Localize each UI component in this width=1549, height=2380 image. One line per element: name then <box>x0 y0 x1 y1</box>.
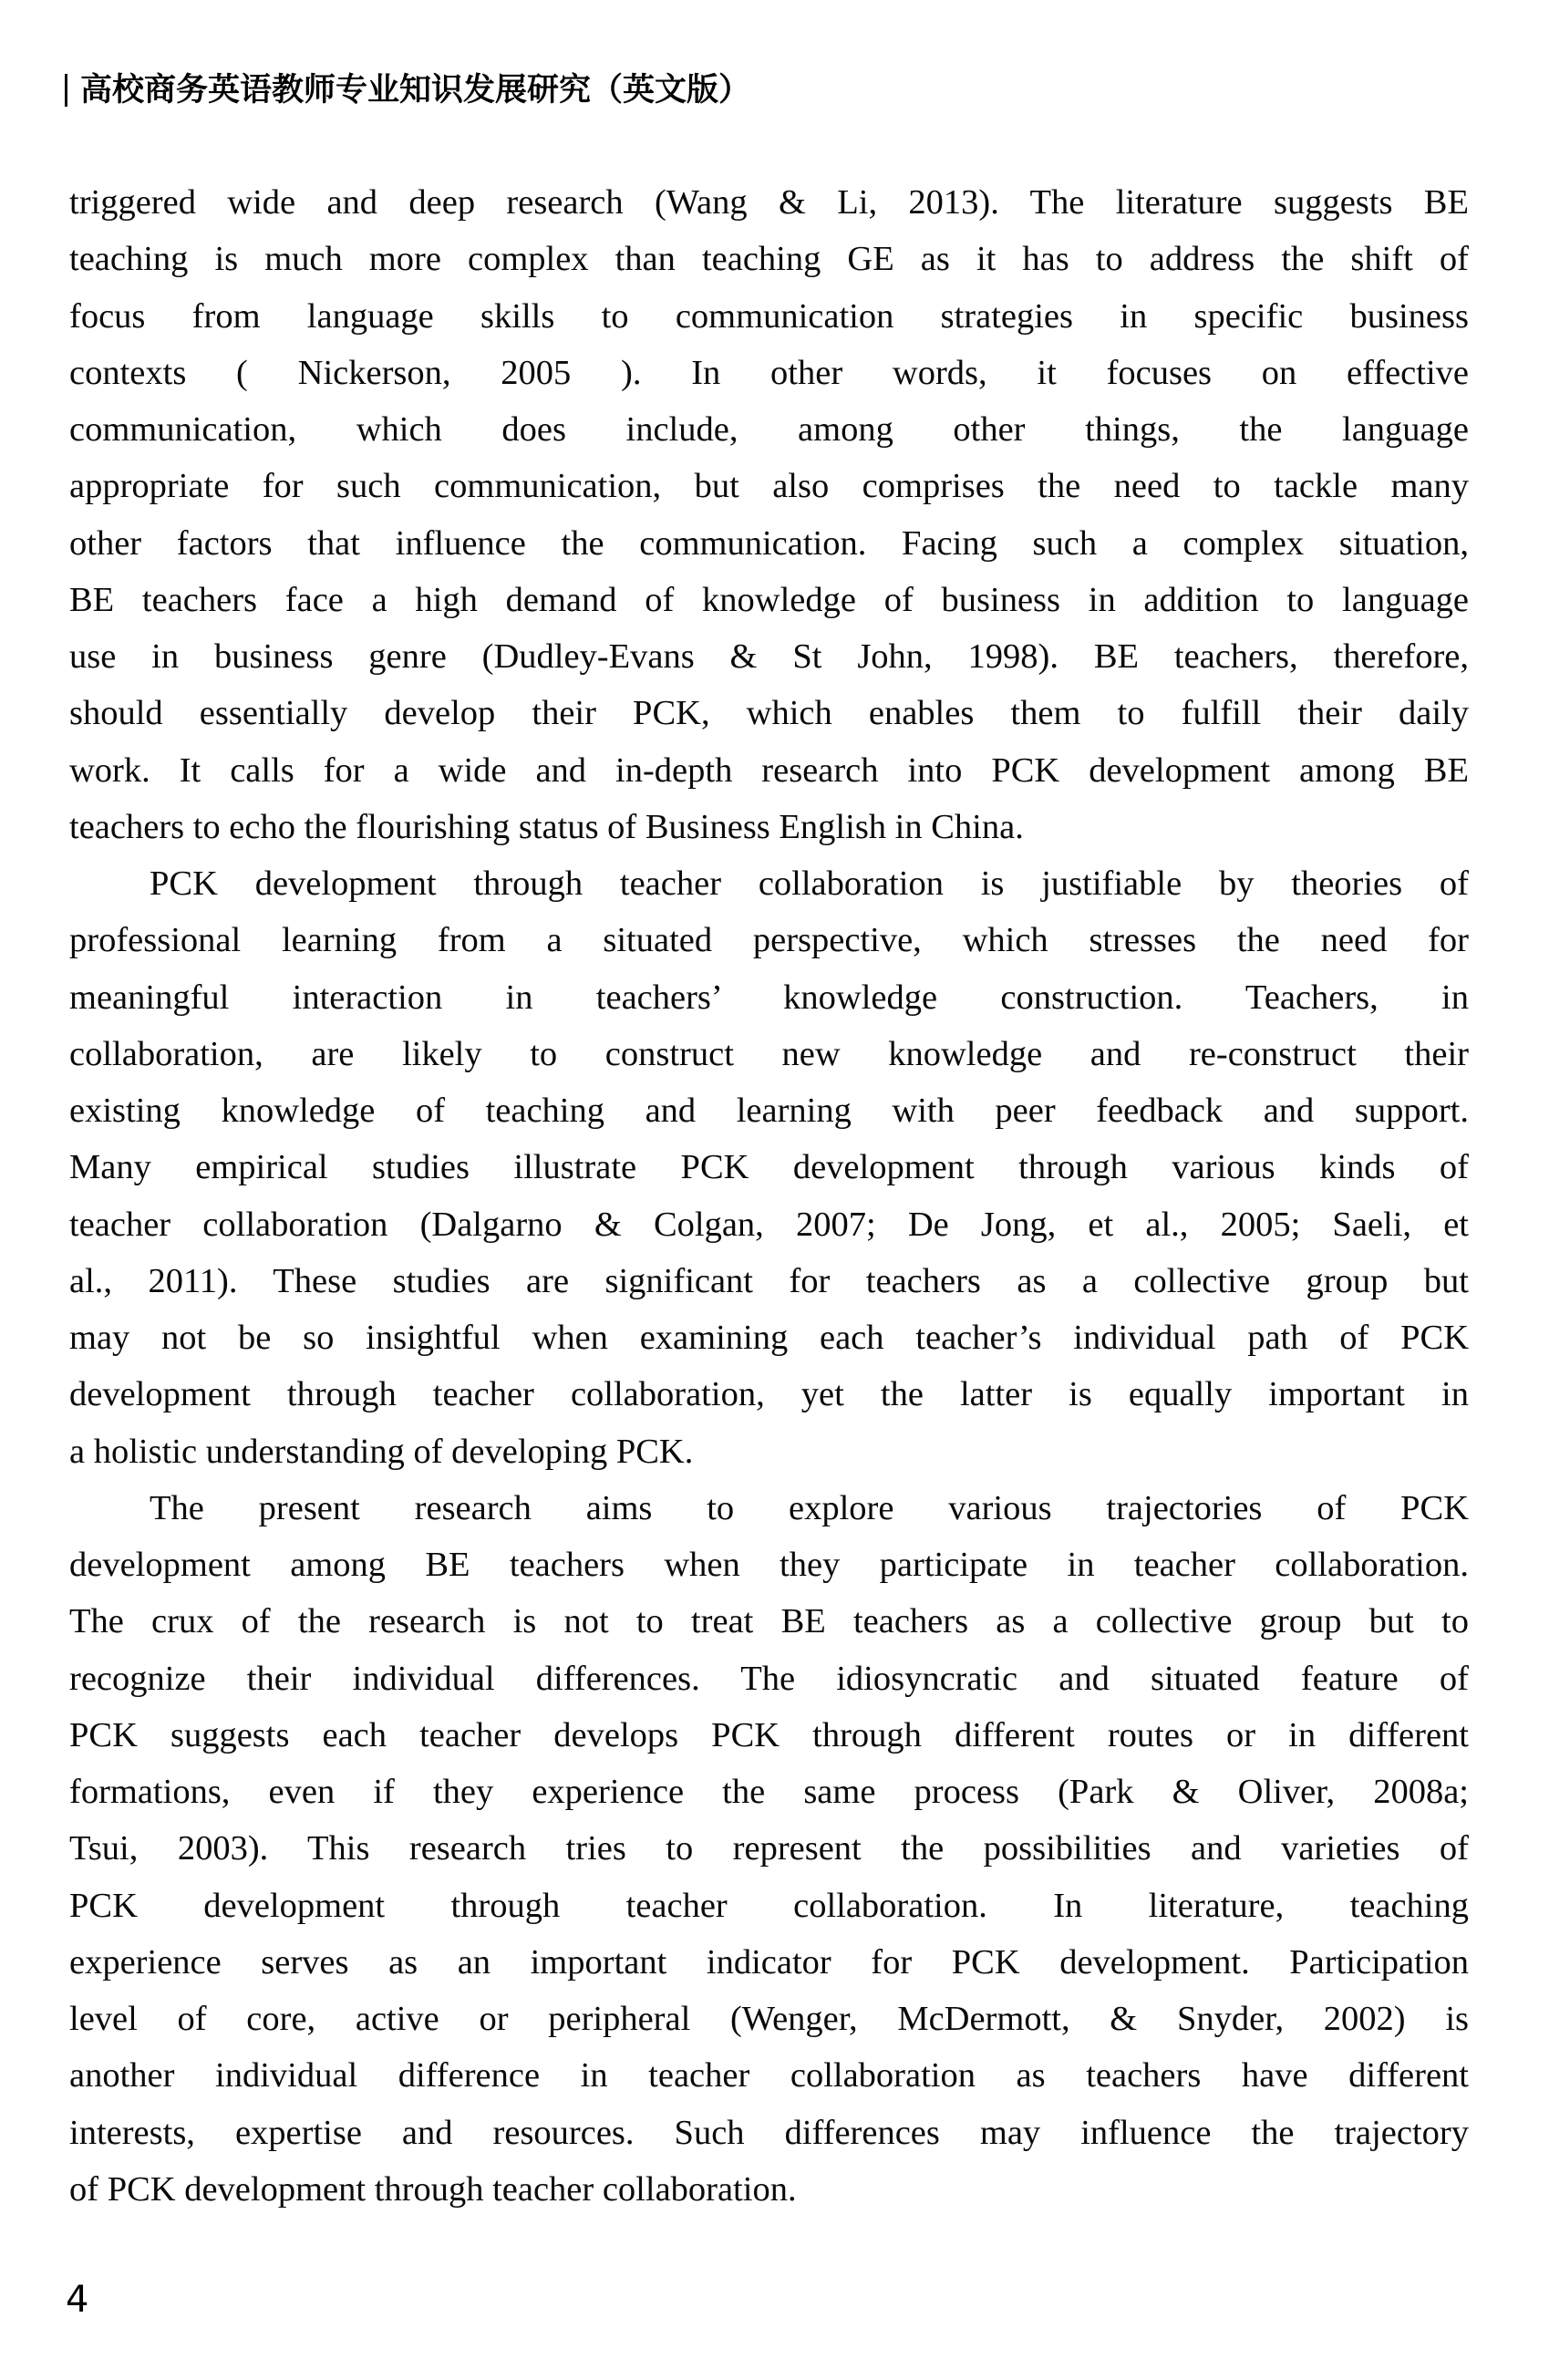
running-header <box>65 71 750 109</box>
text-line: appropriate for such communication, but also comprises the need to tackle many <box>69 467 1469 506</box>
text-line: PCK development through teacher collaboration is justifiable by theories of <box>150 864 1469 903</box>
text-line: focus from language skills to communication strategies in specific business <box>69 296 1469 336</box>
text-line: professional learning from a situated perspective, which stresses the need for <box>69 921 1469 960</box>
text-line: development through teacher collaboration, yet the latter is equally important in <box>69 1375 1469 1414</box>
text-line: Many empirical studies illustrate PCK development through various kinds of <box>69 1148 1469 1187</box>
book-title: 高校商务英语教师专业知识发展研究（英文版） <box>80 71 751 109</box>
text-line: teachers to echo the flourishing status of Business English in China. <box>69 807 1024 846</box>
text-line: communication, which does include, among other things, the language <box>69 410 1469 449</box>
text-line: formations, even if they experience the same process (Park & Oliver, 2008a; <box>69 1773 1469 1811</box>
text-line: another individual difference in teacher collaboration as teachers have different <box>69 2056 1469 2095</box>
text-line: The crux of the research is not to treat BE teachers as a collective group but to <box>69 1602 1469 1641</box>
page-number: 4 <box>66 2279 89 2321</box>
text-line: work. It calls for a wide and in-depth research into PCK development among BE <box>69 750 1469 790</box>
text-line: existing knowledge of teaching and learning with peer feedback and support. <box>69 1092 1469 1130</box>
text-line: teaching is much more complex than teaching GE as it has to address the shift of <box>69 240 1469 279</box>
text-line: of PCK development through teacher collaboration. <box>69 2169 797 2209</box>
text-line: level of core, active or peripheral (Wenger, McDermott, & Snyder, 2002) is <box>69 2000 1469 2038</box>
text-line: collaboration, are likely to construct new knowledge and re-construct their <box>69 1034 1469 1073</box>
text-line: a holistic understanding of developing PCK. <box>69 1432 694 1471</box>
text-line: contexts ( Nickerson, 2005 ). In other words, it focuses on effective <box>69 353 1469 392</box>
text-line: teacher collaboration (Dalgarno & Colgan, 2007; De Jong, et al., 2005; Saeli, et <box>69 1205 1469 1244</box>
body-text <box>69 174 1469 2218</box>
text-line: al., 2011). These studies are significant for teachers as a collective group but <box>69 1261 1469 1300</box>
text-line: recognize their individual differences. The idiosyncratic and situated feature of <box>69 1659 1469 1698</box>
text-line: may not be so insightful when examining each teacher’s individual path of PCK <box>69 1319 1469 1357</box>
text-line: PCK development through teacher collaboration. In literature, teaching <box>69 1886 1469 1925</box>
paragraph <box>69 174 1469 855</box>
text-line: interests, expertise and resources. Such differences may influence the trajectory <box>69 2113 1469 2152</box>
text-line: PCK suggests each teacher develops PCK through different routes or in different <box>69 1715 1469 1754</box>
paragraph <box>69 855 1469 1480</box>
paragraph <box>69 1480 1469 2218</box>
text-line: use in business genre (Dudley-Evans & St John, 1998). BE teachers, therefore, <box>69 637 1469 676</box>
text-line: BE teachers face a high demand of knowledge of business in addition to language <box>69 580 1469 619</box>
text-line: Tsui, 2003). This research tries to represent the possibilities and varieties of <box>69 1829 1469 1868</box>
text-line: development among BE teachers when they participate in teacher collaboration. <box>69 1546 1469 1584</box>
text-line: should essentially develop their PCK, which enables them to fulfill their daily <box>69 694 1469 733</box>
text-line: The present research aims to explore various trajectories of PCK <box>150 1488 1469 1527</box>
text-line: other factors that influence the communication. Facing such a complex situation, <box>69 523 1469 563</box>
text-line: triggered wide and deep research (Wang & Li, 2013). The literature suggests BE <box>69 183 1469 222</box>
header-divider-bar <box>65 74 67 107</box>
text-line: experience serves as an important indicator for PCK development. Participation <box>69 1942 1469 1982</box>
text-line: meaningful interaction in teachers’ knowledge construction. Teachers, in <box>69 978 1469 1017</box>
